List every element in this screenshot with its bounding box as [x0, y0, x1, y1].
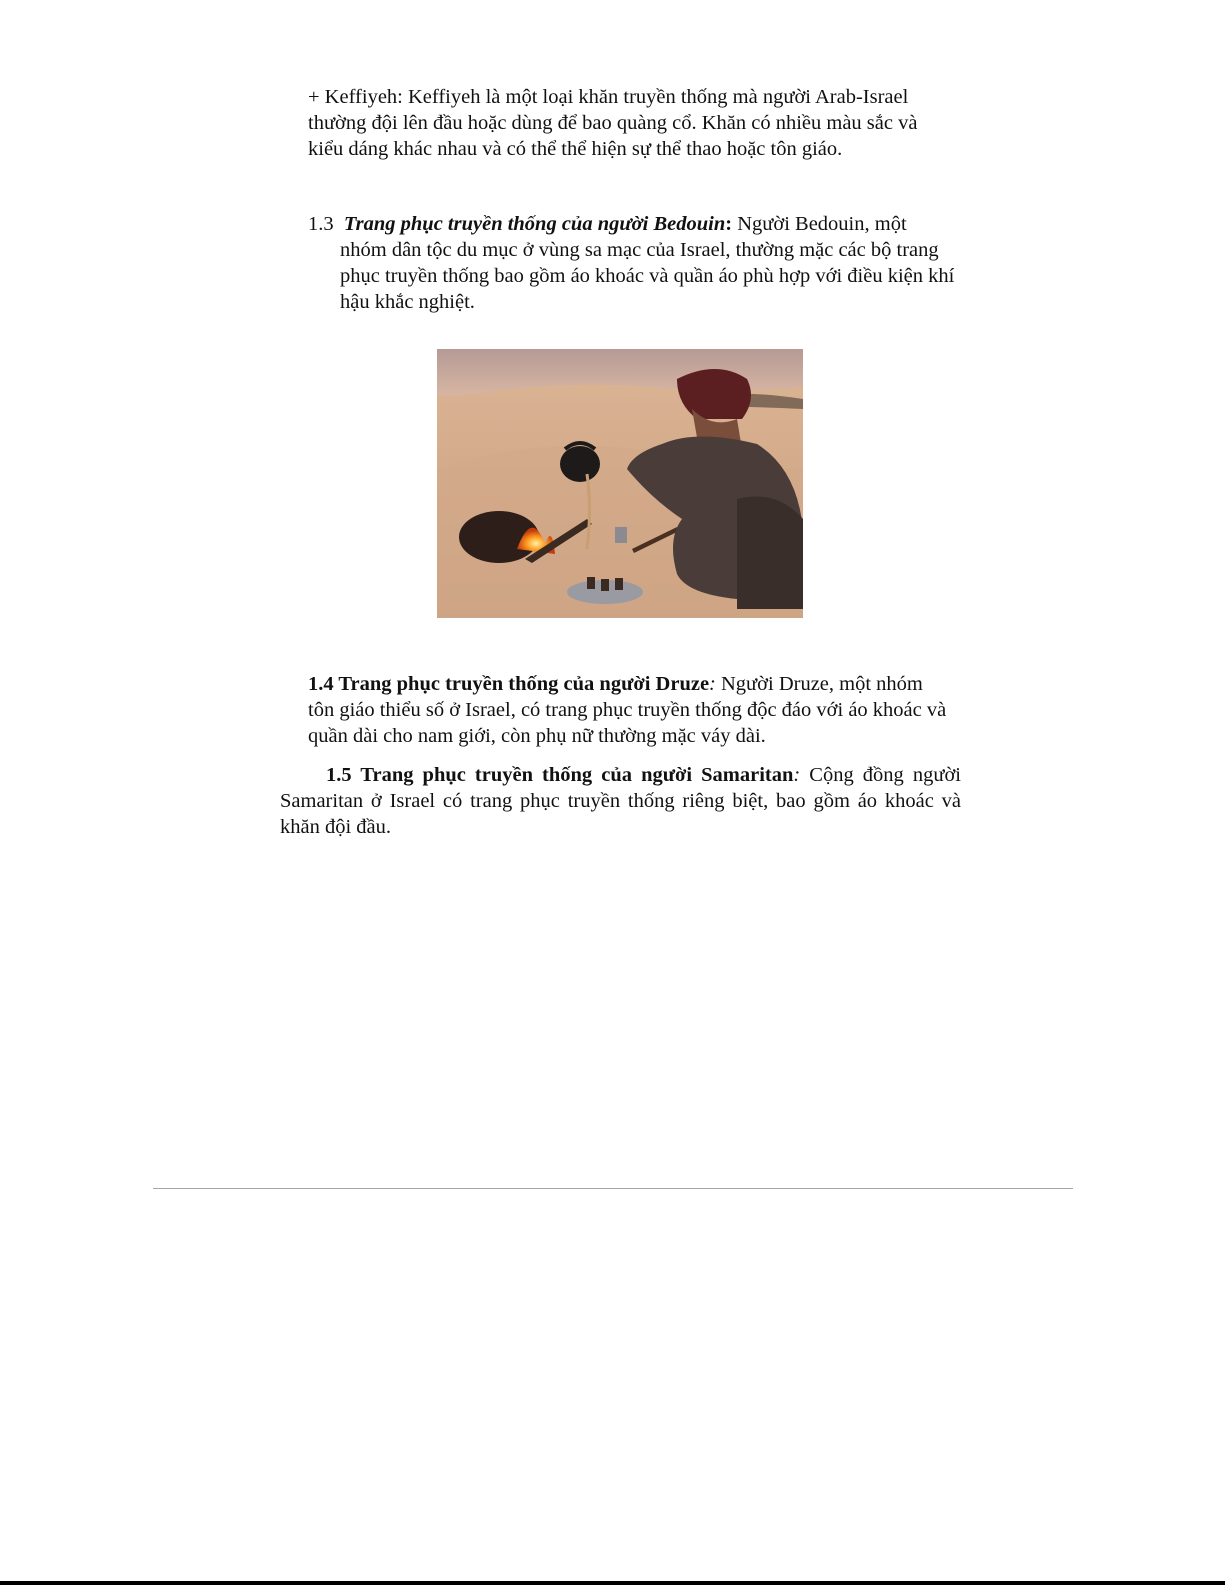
druze-heading: 1.4 Trang phục truyền thống của người Druze: [308, 673, 710, 695]
bedouin-number: 1.3: [308, 213, 334, 235]
bedouin-heading: Trang phục truyền thống của người Bedouin: [343, 213, 726, 235]
bedouin-colon: :: [725, 213, 733, 235]
keffiyeh-text: + Keffiyeh: Keffiyeh là một loại khăn truyền thống mà người Arab-Israel thường đội lên đầu hoặc dùng để bao quàng cổ. Khăn có nhiều màu sắc và kiểu dáng khác nhau và có thể thể hiện sự thể thao hoặc tôn giáo.: [308, 86, 918, 160]
druze-body: Người Druze, một nhóm tôn giáo thiểu số ở Israel, có trang phục truyền thống độc đáo với áo khoác và quần dài cho nam giới, còn phụ nữ thường mặc váy dài.: [308, 673, 947, 747]
bedouin-paragraph: [308, 211, 958, 315]
samaritan-heading: 1.5 Trang phục truyền thống của người Samaritan: [326, 764, 794, 786]
page-bottom-border: [0, 1581, 1225, 1585]
samaritan-colon: :: [793, 764, 801, 786]
bedouin-photo: [437, 349, 803, 618]
druze-paragraph: [308, 671, 948, 749]
bedouin-section: [308, 211, 958, 315]
samaritan-paragraph: [280, 762, 961, 840]
samaritan-body: Cộng đồng người Samaritan ở Israel có trang phục truyền thống riêng biệt, bao gồm áo khoác và khăn đội đầu.: [280, 764, 961, 838]
page-divider: [153, 1188, 1073, 1189]
druze-colon: :: [709, 673, 716, 695]
keffiyeh-paragraph: [308, 84, 948, 162]
bedouin-body: Người Bedouin, một nhóm dân tộc du mục ở vùng sa mạc của Israel, thường mặc các bộ trang phục truyền thống bao gồm áo khoác và quần áo phù hợp với điều kiện khí hậu khắc nghiệt.: [340, 213, 955, 313]
